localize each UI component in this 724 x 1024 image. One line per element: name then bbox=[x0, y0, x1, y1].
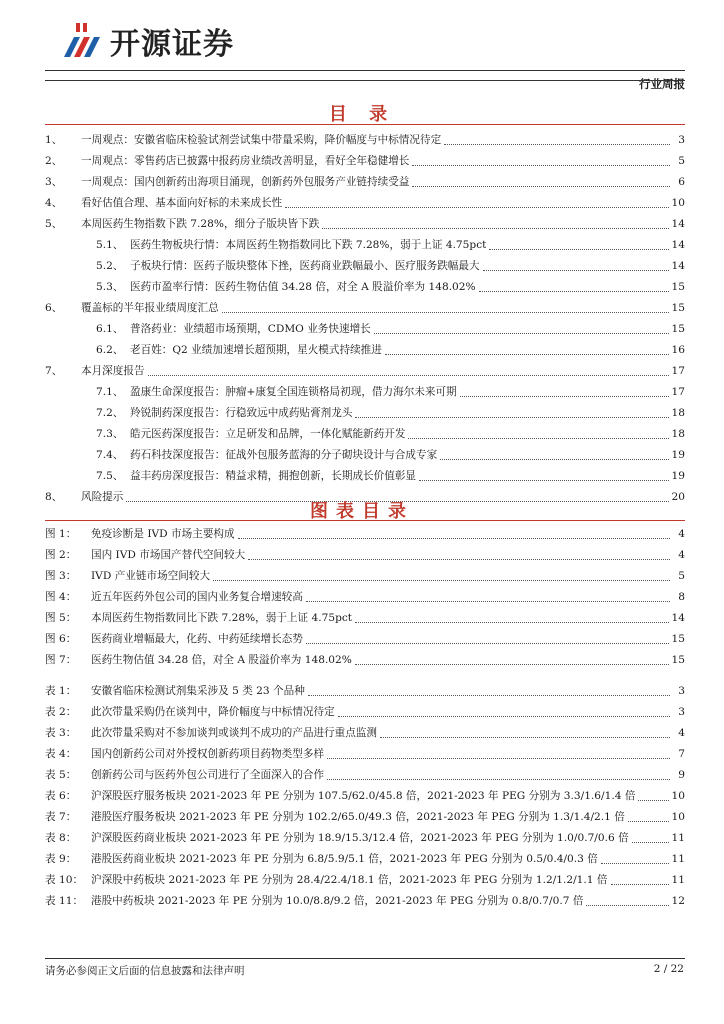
dot-leader bbox=[306, 642, 669, 644]
entry-number: 1、 bbox=[45, 134, 63, 146]
toc-list bbox=[45, 126, 685, 504]
entry-page: 8 bbox=[678, 591, 685, 603]
entry-number: 图 6： bbox=[45, 633, 77, 645]
toc-entry[interactable] bbox=[45, 168, 685, 189]
footer-disclaimer: 请务必参阅正文后面的信息披露和法律声明 bbox=[45, 965, 245, 977]
entry-page: 11 bbox=[671, 874, 685, 886]
entry-page: 15 bbox=[671, 654, 685, 666]
entry-title: 一周观点：零售药店已披露中报药房业绩改善明显，看好全年稳健增长 bbox=[81, 155, 410, 167]
entry-page: 20 bbox=[671, 491, 685, 503]
entry-title: 港股中药板块 2021-2023 年 PE 分别为 10.0/8.8/9.2 倍，2021-2023 年 PEG 分别为 0.8/0.7/0.7 倍 bbox=[91, 895, 584, 907]
entry-page: 14 bbox=[671, 239, 685, 251]
toc-entry[interactable] bbox=[45, 677, 685, 698]
dot-leader bbox=[306, 600, 670, 602]
entry-title: 药石科技深度报告：征战外包服务蓝海的分子砌块设计与合成专家 bbox=[130, 449, 438, 461]
entry-number: 5.2、 bbox=[96, 260, 124, 272]
toc-entry[interactable] bbox=[45, 604, 685, 625]
entry-page: 17 bbox=[671, 386, 685, 398]
toc-entry[interactable] bbox=[45, 315, 685, 336]
entry-number: 表 1： bbox=[45, 685, 77, 697]
entry-title: IVD 产业链市场空间较大 bbox=[91, 570, 211, 582]
page-header bbox=[45, 14, 685, 91]
entry-number: 7、 bbox=[45, 365, 63, 377]
report-type: 行业周报 bbox=[639, 77, 685, 91]
entry-title: 覆盖标的半年报业绩周度汇总 bbox=[81, 302, 219, 314]
entry-page: 14 bbox=[671, 612, 685, 624]
dot-leader bbox=[374, 332, 669, 334]
toc-entry[interactable] bbox=[45, 420, 685, 441]
entry-title: 医药市盈率行情：医药生物估值 34.28 倍，对全 A 股溢价率为 148.02% bbox=[130, 281, 476, 293]
toc-entry[interactable] bbox=[45, 803, 685, 824]
toc-entry[interactable] bbox=[45, 562, 685, 583]
entry-title: 看好估值合理、基本面向好标的未来成长性 bbox=[81, 197, 283, 209]
dot-leader bbox=[322, 227, 668, 229]
toc-entry[interactable] bbox=[45, 583, 685, 604]
entry-title: 港股医疗服务板块 2021-2023 年 PE 分别为 102.2/65.0/49.3 倍，2021-2023 年 PEG 分别为 1.3/1.4/2.1 倍 bbox=[91, 811, 625, 823]
entry-page: 12 bbox=[671, 895, 685, 907]
toc-entry[interactable] bbox=[45, 399, 685, 420]
header-divider bbox=[45, 70, 685, 71]
entry-page: 16 bbox=[671, 344, 685, 356]
toc-entry[interactable] bbox=[45, 210, 685, 231]
dot-leader bbox=[460, 395, 669, 397]
entry-page: 9 bbox=[678, 769, 685, 781]
entry-number: 表 2： bbox=[45, 706, 77, 718]
entry-title: 一周观点：安徽省临床检验试剂尝试集中带量采购，降价幅度与中标情况待定 bbox=[81, 134, 442, 146]
entry-number: 8、 bbox=[45, 491, 63, 503]
dot-leader bbox=[412, 164, 670, 166]
entry-number: 7.3、 bbox=[96, 428, 124, 440]
entry-page: 14 bbox=[671, 218, 685, 230]
dot-leader bbox=[440, 458, 668, 460]
logo-mark-icon bbox=[60, 21, 104, 61]
toc-entry[interactable] bbox=[45, 231, 685, 252]
dot-leader bbox=[479, 290, 669, 292]
entry-title: 沪深股中药板块 2021-2023 年 PE 分别为 28.4/22.4/18.1 倍，2021-2023 年 PEG 分别为 1.2/1.2/1.1 倍 bbox=[91, 874, 608, 886]
entry-title: 老百姓：Q2 业绩加速增长超预期，星火模式持续推进 bbox=[130, 344, 382, 356]
toc-entry[interactable] bbox=[45, 866, 685, 887]
toc-entry[interactable] bbox=[45, 782, 685, 803]
dot-leader bbox=[308, 694, 670, 696]
dot-leader bbox=[444, 143, 670, 145]
dot-leader bbox=[586, 904, 668, 906]
entry-number: 表 4： bbox=[45, 748, 77, 760]
entry-number: 表 6： bbox=[45, 790, 77, 802]
entry-page: 15 bbox=[671, 281, 685, 293]
entry-title: 此次带量采购对不参加谈判或谈判不成功的产品进行重点监测 bbox=[91, 727, 378, 739]
entry-number: 图 1： bbox=[45, 528, 77, 540]
entry-title: 沪深股医药商业板块 2021-2023 年 PE 分别为 18.9/15.3/12.4 倍，2021-2023 年 PEG 分别为 1.0/0.7/0.6 倍 bbox=[91, 832, 629, 844]
entry-title: 一周观点：国内创新药出海项目涌现，创新药外包服务产业链持续受益 bbox=[81, 176, 410, 188]
entry-number: 图 5： bbox=[45, 612, 77, 624]
dot-leader bbox=[628, 820, 669, 822]
brand-name: 开源证券 bbox=[110, 27, 234, 62]
toc-entry[interactable] bbox=[45, 273, 685, 294]
dot-leader bbox=[385, 353, 669, 355]
toc-entry[interactable] bbox=[45, 719, 685, 740]
entry-title: 港股医药商业板块 2021-2023 年 PE 分别为 6.8/5.9/5.1 倍，2021-2023 年 PEG 分别为 0.5/0.4/0.3 倍 bbox=[91, 853, 598, 865]
entry-page: 4 bbox=[678, 727, 685, 739]
dot-leader bbox=[632, 841, 669, 843]
entry-title: 益丰药房深度报告：精益求精，拥抱创新，长期成长价值彰显 bbox=[130, 470, 417, 482]
figure-list bbox=[45, 520, 685, 667]
dot-leader bbox=[355, 416, 668, 418]
entry-number: 5、 bbox=[45, 218, 63, 230]
toc-entry[interactable] bbox=[45, 189, 685, 210]
entry-page: 7 bbox=[678, 748, 685, 760]
dot-leader bbox=[419, 479, 668, 481]
toc-title-rule bbox=[45, 124, 685, 125]
entry-number: 表 10： bbox=[45, 874, 84, 886]
toc-entry[interactable] bbox=[45, 698, 685, 719]
toc-entry[interactable] bbox=[45, 541, 685, 562]
dot-leader bbox=[285, 206, 668, 208]
dot-leader bbox=[213, 579, 670, 581]
entry-number: 图 3： bbox=[45, 570, 77, 582]
toc-entry[interactable] bbox=[45, 294, 685, 315]
entry-page: 18 bbox=[671, 407, 685, 419]
entry-title: 近五年医药外包公司的国内业务复合增速较高 bbox=[91, 591, 303, 603]
toc-entry[interactable] bbox=[45, 126, 685, 147]
dot-leader bbox=[355, 621, 668, 623]
entry-page: 15 bbox=[671, 302, 685, 314]
entry-title: 盈康生命深度报告：肿瘤+康复全国连锁格局初现，借力海尔未来可期 bbox=[130, 386, 457, 398]
entry-number: 5.1、 bbox=[96, 239, 124, 251]
entry-number: 7.4、 bbox=[96, 449, 124, 461]
toc-entry[interactable] bbox=[45, 625, 685, 646]
toc-entry[interactable] bbox=[45, 357, 685, 378]
entry-number: 7.5、 bbox=[96, 470, 124, 482]
entry-page: 11 bbox=[671, 832, 685, 844]
toc-entry[interactable] bbox=[45, 887, 685, 908]
dot-leader bbox=[601, 862, 669, 864]
entry-title: 医药生物估值 34.28 倍，对全 A 股溢价率为 148.02% bbox=[91, 654, 352, 666]
toc-entry[interactable] bbox=[45, 462, 685, 483]
entry-page: 3 bbox=[678, 685, 685, 697]
toc-entry[interactable] bbox=[45, 147, 685, 168]
entry-title: 医药商业增幅最大，化药、中药延续增长态势 bbox=[91, 633, 303, 645]
entry-page: 10 bbox=[671, 197, 685, 209]
dot-leader bbox=[380, 736, 670, 738]
dot-leader bbox=[238, 537, 670, 539]
dot-leader bbox=[222, 311, 669, 313]
toc-entry[interactable] bbox=[45, 845, 685, 866]
entry-title: 风险提示 bbox=[81, 491, 124, 503]
toc-entry[interactable] bbox=[45, 761, 685, 782]
toc-title: 目 录 bbox=[328, 104, 396, 125]
entry-title: 皓元医药深度报告：立足研发和品牌，一体化赋能新药开发 bbox=[130, 428, 406, 440]
page-number: 2 / 22 bbox=[653, 963, 684, 975]
entry-page: 11 bbox=[671, 853, 685, 865]
entry-number: 6、 bbox=[45, 302, 63, 314]
entry-title: 国内 IVD 市场国产替代空间较大 bbox=[91, 549, 246, 561]
entry-page: 5 bbox=[678, 570, 685, 582]
entry-number: 表 11： bbox=[45, 895, 84, 907]
entry-number: 图 7： bbox=[45, 654, 77, 666]
entry-title: 国内创新药公司对外授权创新药项目药物类型多样 bbox=[91, 748, 325, 760]
entry-number: 表 8： bbox=[45, 832, 77, 844]
entry-title: 创新药公司与医药外包公司进行了全面深入的合作 bbox=[91, 769, 325, 781]
entry-number: 表 3： bbox=[45, 727, 77, 739]
dot-leader bbox=[248, 558, 670, 560]
entry-title: 本月深度报告 bbox=[81, 365, 145, 377]
toc-entry[interactable] bbox=[45, 441, 685, 462]
entry-number: 表 5： bbox=[45, 769, 77, 781]
entry-title: 子板块行情：医药子版块整体下挫，医药商业跌幅最小、医疗服务跌幅最大 bbox=[130, 260, 480, 272]
entry-page: 5 bbox=[678, 155, 685, 167]
entry-title: 免疫诊断是 IVD 市场主要构成 bbox=[91, 528, 235, 540]
entry-number: 表 7： bbox=[45, 811, 77, 823]
entry-page: 19 bbox=[671, 470, 685, 482]
entry-number: 图 4： bbox=[45, 591, 77, 603]
entry-number: 7.1、 bbox=[96, 386, 124, 398]
toc-entry[interactable] bbox=[45, 824, 685, 845]
company-logo bbox=[60, 20, 234, 62]
dot-leader bbox=[327, 778, 670, 780]
toc-entry[interactable] bbox=[45, 740, 685, 761]
dot-leader bbox=[611, 883, 669, 885]
entry-title: 本周医药生物指数同比下跌 7.28%，弱于上证 4.75pct bbox=[91, 612, 353, 624]
toc-entry[interactable] bbox=[45, 646, 685, 667]
header-divider-bottom bbox=[45, 80, 685, 81]
dot-leader bbox=[638, 799, 668, 801]
entry-page: 15 bbox=[671, 323, 685, 335]
dot-leader bbox=[412, 185, 670, 187]
entry-page: 4 bbox=[678, 549, 685, 561]
figures-title: 图表目录 bbox=[310, 501, 414, 522]
entry-number: 5.3、 bbox=[96, 281, 124, 293]
entry-page: 14 bbox=[671, 260, 685, 272]
entry-title: 羚锐制药深度报告：行稳致远中成药贴膏剂龙头 bbox=[130, 407, 353, 419]
entry-number: 表 9： bbox=[45, 853, 77, 865]
dot-leader bbox=[483, 269, 669, 271]
entry-number: 7.2、 bbox=[96, 407, 124, 419]
table-list bbox=[45, 677, 685, 908]
entry-page: 10 bbox=[671, 790, 685, 802]
entry-page: 15 bbox=[671, 633, 685, 645]
entry-title: 此次带量采购仍在谈判中，降价幅度与中标情况待定 bbox=[91, 706, 335, 718]
entry-page: 3 bbox=[678, 706, 685, 718]
dot-leader bbox=[338, 715, 670, 717]
entry-page: 10 bbox=[671, 811, 685, 823]
entry-page: 18 bbox=[671, 428, 685, 440]
toc-entry[interactable] bbox=[45, 252, 685, 273]
entry-title: 普洛药业：业绩超市场预期，CDMO 业务快速增长 bbox=[130, 323, 371, 335]
entry-page: 19 bbox=[671, 449, 685, 461]
entry-page: 3 bbox=[678, 134, 685, 146]
entry-number: 图 2： bbox=[45, 549, 77, 561]
dot-leader bbox=[489, 248, 668, 250]
dot-leader bbox=[355, 663, 669, 665]
toc-entry[interactable] bbox=[45, 336, 685, 357]
entry-number: 3、 bbox=[45, 176, 63, 188]
entry-title: 本周医药生物指数下跌 7.28%，细分子版块皆下跌 bbox=[81, 218, 320, 230]
entry-title: 沪深股医疗服务板块 2021-2023 年 PE 分别为 107.5/62.0/45.8 倍，2021-2023 年 PEG 分别为 3.3/1.6/1.4 倍 bbox=[91, 790, 636, 802]
entry-title: 安徽省临床检测试剂集采涉及 5 类 23 个品种 bbox=[91, 685, 305, 697]
entry-number: 6.2、 bbox=[96, 344, 124, 356]
entry-page: 6 bbox=[678, 176, 685, 188]
entry-page: 17 bbox=[671, 365, 685, 377]
entry-number: 2、 bbox=[45, 155, 63, 167]
entry-number: 6.1、 bbox=[96, 323, 124, 335]
toc-entry[interactable] bbox=[45, 378, 685, 399]
entry-title: 医药生物板块行情：本周医药生物指数同比下跌 7.28%，弱于上证 4.75pct bbox=[130, 239, 487, 251]
toc-entry[interactable] bbox=[45, 520, 685, 541]
dot-leader bbox=[148, 374, 669, 376]
dot-leader bbox=[327, 757, 670, 759]
entry-number: 4、 bbox=[45, 197, 63, 209]
footer-divider bbox=[45, 958, 685, 959]
dot-leader bbox=[408, 437, 668, 439]
entry-page: 4 bbox=[678, 528, 685, 540]
